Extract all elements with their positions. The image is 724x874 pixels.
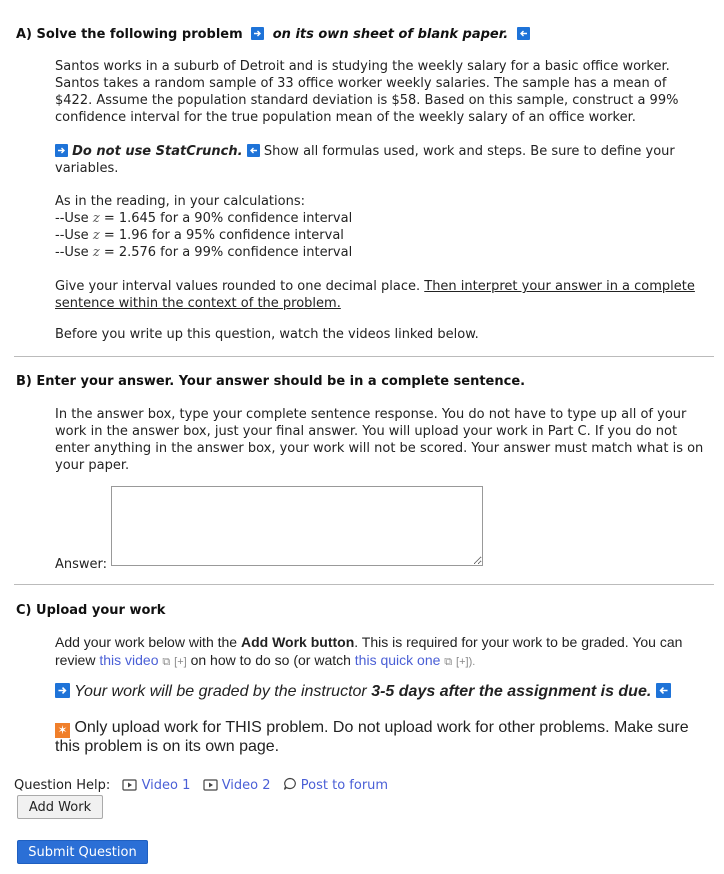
left-arrow-icon — [247, 144, 260, 157]
videos-note: Before you write up this question, watch the videos linked below. — [55, 327, 479, 342]
video-icon — [203, 779, 218, 795]
question-help — [14, 777, 388, 795]
statcrunch-note — [55, 143, 707, 177]
external-link-icon: ⧉ — [162, 656, 171, 668]
no-statcrunch-text: Do not use StatCrunch. — [72, 144, 243, 159]
interpret-text: Then interpret your answer in a complete sentence within the context of the problem. — [55, 279, 695, 311]
submit-question-button[interactable]: Submit Question — [17, 840, 148, 864]
part-a-heading-start: A) Solve the following problem — [16, 27, 243, 42]
divider — [14, 584, 714, 585]
external-link-icon: ⧉ — [444, 656, 453, 668]
add-work-bold: Add Work button — [240, 634, 355, 650]
video-link[interactable]: this video — [99, 652, 159, 668]
z-line-99: --Use z = 2.576 for a 99% confidence interval — [55, 245, 353, 260]
graded-note: Your work will be graded by the instructor 3-5 days after the assignment is due. — [55, 683, 715, 701]
video-2-link[interactable]: Video 2 — [221, 778, 271, 793]
video-1-link[interactable]: Video 1 — [141, 778, 191, 793]
video-icon — [122, 779, 137, 795]
post-to-forum-link[interactable]: Post to forum — [300, 778, 389, 793]
expand-link[interactable]: [+] — [174, 656, 187, 668]
upload-instructions: Add your work below with the Add Work button. This is required for your work to be graded. You can review this video ⧉ [+] on how to do so (or watch this quick one ⧉ [+]). — [55, 634, 683, 668]
speech-bubble-icon — [283, 777, 297, 795]
show-formulas-text: Show all formulas used, work and steps. Be sure to define your variables. — [55, 144, 675, 176]
part-b-instructions: In the answer box, type your complete sentence response. You do not have to type up all of your work in the answer box, just your final answer. You will upload your work in Part C. If you do not enter anything in the answer box, your work will not be scored. Your answer must match what is on your paper. — [55, 407, 704, 473]
quick-video-link[interactable]: this quick one — [354, 652, 441, 668]
add-work-button[interactable]: Add Work — [17, 795, 103, 819]
problem-text: Santos works in a suburb of Detroit and is studying the weekly salary for a basic office worker. Santos takes a random sample of 33 office worker weekly salaries. The sample has a mean of $422. Assume the population standard deviation is $58. Based on this sample, construct a 99% confidence interval for the true population mean of the weekly salary of an office worker. — [55, 59, 679, 125]
right-arrow-icon — [55, 683, 70, 698]
answer-textarea[interactable] — [111, 486, 483, 566]
z-line-95: --Use z = 1.96 for a 95% confidence interval — [55, 228, 344, 243]
round-text: Give your interval values rounded to one decimal place. — [55, 279, 421, 294]
right-arrow-icon — [55, 144, 68, 157]
expand-link[interactable]: [+]). — [456, 656, 476, 668]
reading-intro: As in the reading, in your calculations: — [55, 194, 305, 209]
part-a-heading — [16, 27, 706, 42]
part-a-heading-end: on its own sheet of blank paper. — [272, 27, 509, 42]
answer-label: Answer: — [55, 557, 108, 572]
z-line-90: --Use z = 1.645 for a 90% confidence interval — [55, 211, 353, 226]
right-arrow-icon — [251, 27, 264, 40]
left-arrow-icon — [656, 683, 671, 698]
star-icon: ✶ — [55, 723, 70, 738]
round-interpret-text — [55, 278, 707, 312]
left-arrow-icon — [517, 27, 530, 40]
part-c-heading: C) Upload your work — [16, 603, 166, 618]
question-help-label: Question Help: — [14, 778, 111, 793]
divider — [14, 356, 714, 357]
only-upload-note: ✶ Only upload work for THIS problem. Do not upload work for other problems. Make sure this problem is on its own page. — [55, 719, 689, 755]
part-b-heading: B) Enter your answer. Your answer should be in a complete sentence. — [16, 374, 526, 389]
